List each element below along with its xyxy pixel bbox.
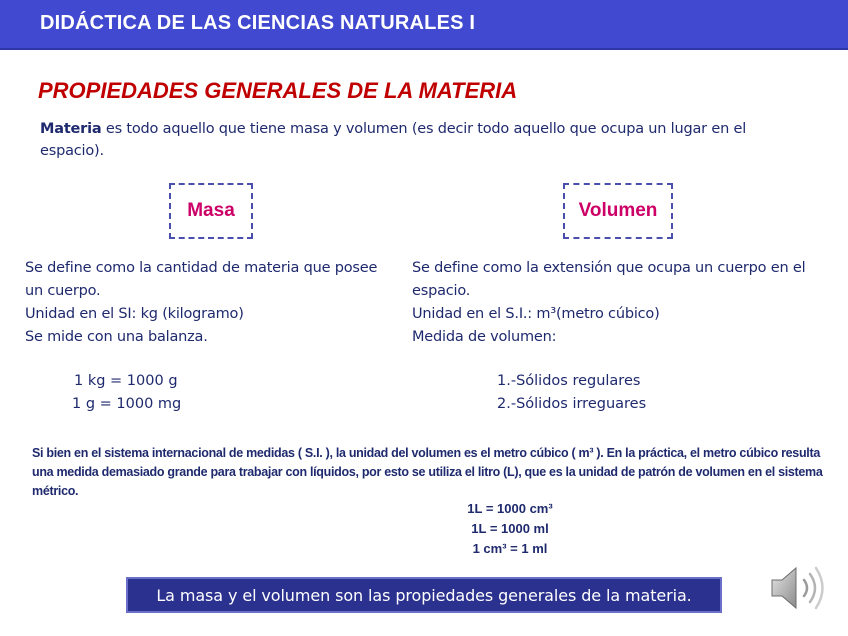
masa-line: Se mide con una balanza. <box>25 329 208 345</box>
liter-equivalence: 1L = 1000 cm³ <box>467 501 553 516</box>
masa-line: Se define como la cantidad de materia que posee un cuerpo. <box>25 260 378 299</box>
liter-equivalence: 1L = 1000 ml <box>471 521 549 536</box>
mass-equivalence: 1 g = 1000 mg <box>72 396 182 412</box>
si-note-paragraph: Si bien en el sistema internacional de medidas ( S.I. ), la unidad del volumen es el metro cúbico ( m³ ). En la práctica, el metro cúbico resulta una medida demasiado grande para trabajar con líquidos, por esto se utiliza el litro (L), que es la unidad de patrón de volumen en el sistema métrico. <box>32 446 823 498</box>
matter-definition <box>40 118 800 162</box>
masa-line: Unidad en el SI: kg (kilogramo) <box>25 306 244 322</box>
masa-description <box>25 257 385 349</box>
masa-heading-box <box>169 183 253 239</box>
volumen-line: Unidad en el S.I.: m³(metro cúbico) <box>412 306 660 322</box>
volumen-line: Medida de volumen: <box>412 329 557 345</box>
definition-term: Materia <box>40 121 102 137</box>
liter-equivalence: 1 cm³ = 1 ml <box>472 541 548 556</box>
volumen-line: Se define como la extensión que ocupa un cuerpo en el espacio. <box>412 260 806 299</box>
volumen-heading: Volumen <box>578 200 658 221</box>
volume-measure-types <box>497 370 646 416</box>
volume-type: 1.-Sólidos regulares <box>497 373 641 389</box>
liter-equivalences <box>440 499 580 559</box>
course-title: DIDÁCTICA DE LAS CIENCIAS NATURALES I <box>40 12 476 34</box>
volumen-description <box>412 257 842 349</box>
volume-type: 2.-Sólidos irreguares <box>497 396 647 412</box>
speaker-icon-graphic <box>766 556 830 620</box>
summary-text: La masa y el volumen son las propiedades generales de la materia. <box>156 585 692 605</box>
mass-equivalence: 1 kg = 1000 g <box>74 373 178 389</box>
volumen-heading-box <box>563 183 673 239</box>
definition-text: es todo aquello que tiene masa y volumen (es decir todo aquello que ocupa un lugar en el espacio). <box>40 121 747 159</box>
summary-banner <box>126 577 722 613</box>
speaker-icon[interactable] <box>766 556 830 620</box>
header-bar <box>0 0 848 50</box>
mass-equivalences <box>72 370 181 416</box>
masa-heading: Masa <box>187 200 235 221</box>
page-title: PROPIEDADES GENERALES DE LA MATERIA <box>38 78 518 103</box>
